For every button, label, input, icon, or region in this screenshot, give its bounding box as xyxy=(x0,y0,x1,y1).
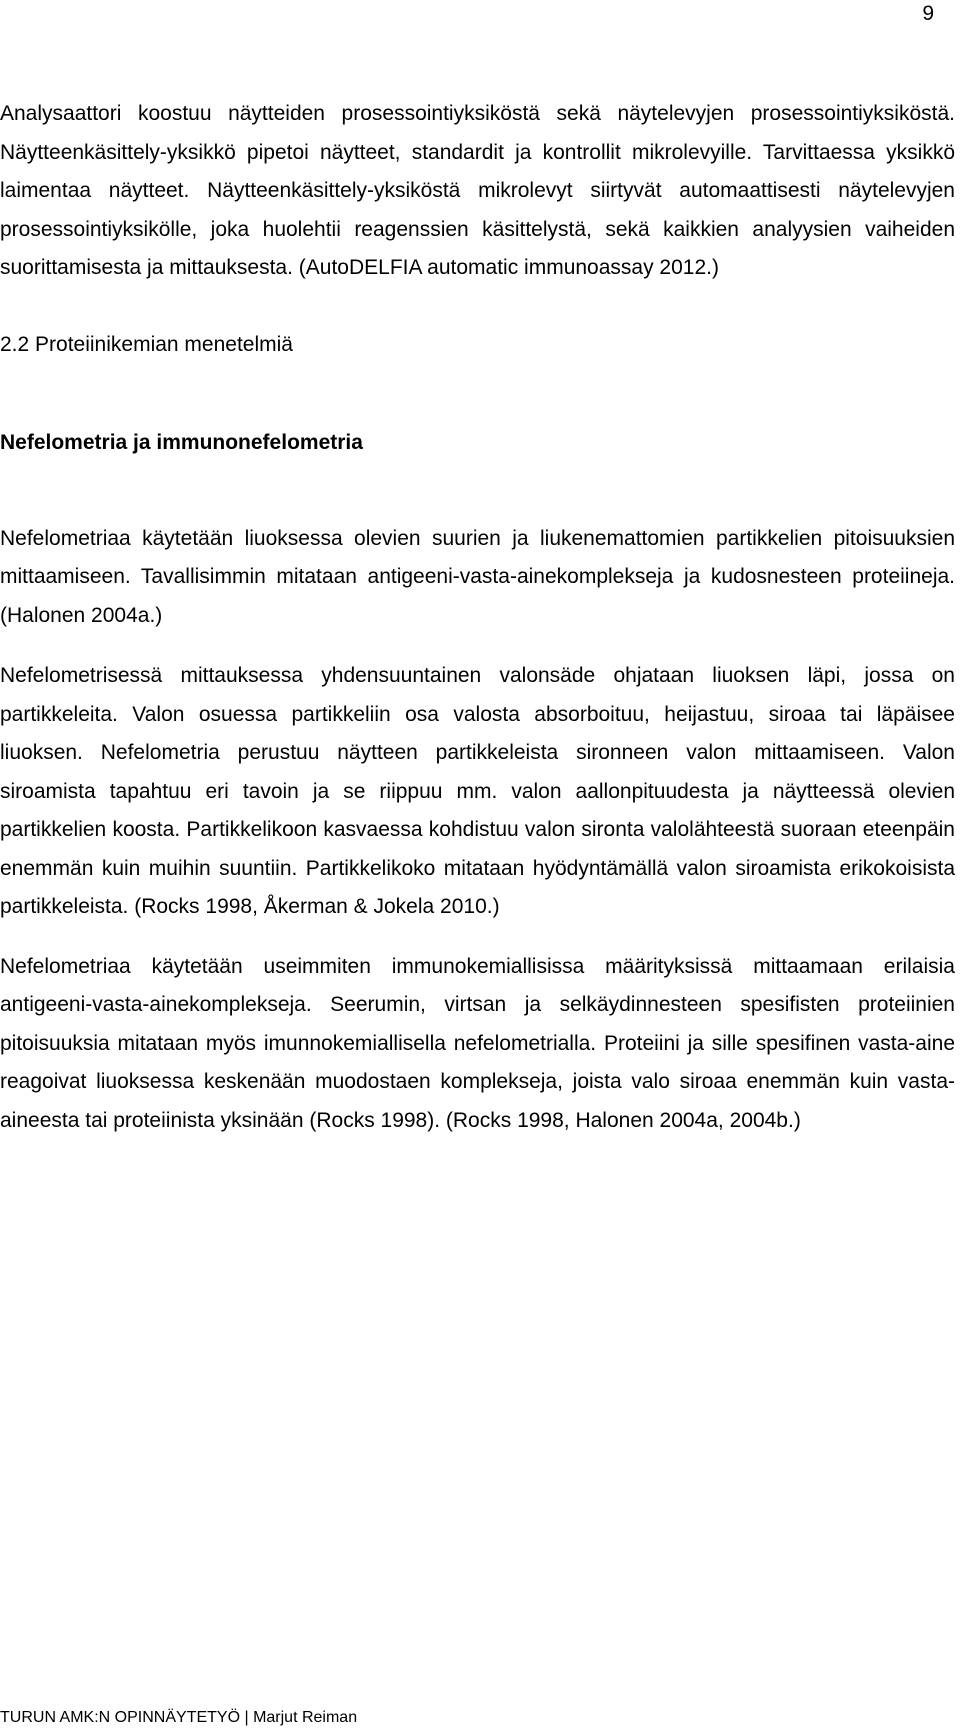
paragraph-nephelometry-use: Nefelometriaa käytetään liuoksessa olevien suurien ja liukenemattomien partikkelien pitoisuuksien mittaamiseen. Tavallisimmin mitataan antigeeni-vasta-ainekomplekseja ja kudosnesteen proteiineja. (Halonen 2004a.) xyxy=(0,526,955,627)
section-heading: 2.2 Proteiinikemian menetelmiä xyxy=(0,332,293,356)
paragraph-immunonephelometry: Nefelometriaa käytetään useimmiten immunokemiallisissa määrityksissä mittaamaan erilaisia antigeeni-vasta-ainekomplekseja. Seerumin, virtsan ja selkäydinnesteen spesifisten proteiinien pitoisuuksia mitataan myös imunnokemiallisella nefelometrialla. Proteiini ja sille spesifinen vasta-aine reagoivat liuoksessa keskenään muodostaen komplekseja, joista valo siroaa enemmän kuin vasta-aineesta tai proteiinista yksinään (Rocks 1998). (Rocks 1998, Halonen 2004a, 2004b.) xyxy=(0,954,955,1132)
page-footer: TURUN AMK:N OPINNÄYTETYÖ | Marjut Reiman xyxy=(0,1709,358,1726)
sub-heading: Nefelometria ja immunonefelometria xyxy=(0,430,363,454)
page-number: 9 xyxy=(922,2,934,25)
document-body xyxy=(0,95,955,1140)
paragraph-analyzer: Analysaattori koostuu näytteiden prosessointiyksiköstä sekä näytelevyjen prosessointiyksiköstä. Näytteenkäsittely-yksikkö pipetoi näytteet, standardit ja kontrollit mikrolevyille. Tarvittaessa yksikkö laimentaa näytteet. Näytteenkäsittely-yksiköstä mikrolevyt siirtyvät automaattisesti näytelevyjen prosessointiyksikölle, joka huolehtii reagenssien käsittelystä, sekä kaikkien analyysien vaiheiden suorittamisesta ja mittauksesta. (AutoDELFIA automatic immunoassay 2012.) xyxy=(0,102,955,279)
paragraph-nephelometry-principle: Nefelometrisessä mittauksessa yhdensuuntainen valonsäde ohjataan liuoksen läpi, jossa on partikkeleita. Valon osuessa partikkeliin osa valosta absorboituu, heijastuu, siroaa tai läpäisee liuoksen. Nefelometria perustuu näytteen partikkeleista sironneen valon mittaamiseen. Valon siroamista tapahtuu eri tavoin ja se riippuu mm. valon aallonpituudesta ja näytteessä olevien partikkelien koosta. Partikkelikoon kasvaessa kohdistuu valon sironta valolähteestä suoraan eteenpäin enemmän kuin muihin suuntiin. Partikkelikoko mitataan hyödyntämällä valon siroamista erikokoisista partikkeleista. (Rocks 1998, Åkerman & Jokela 2010.) xyxy=(0,664,955,918)
